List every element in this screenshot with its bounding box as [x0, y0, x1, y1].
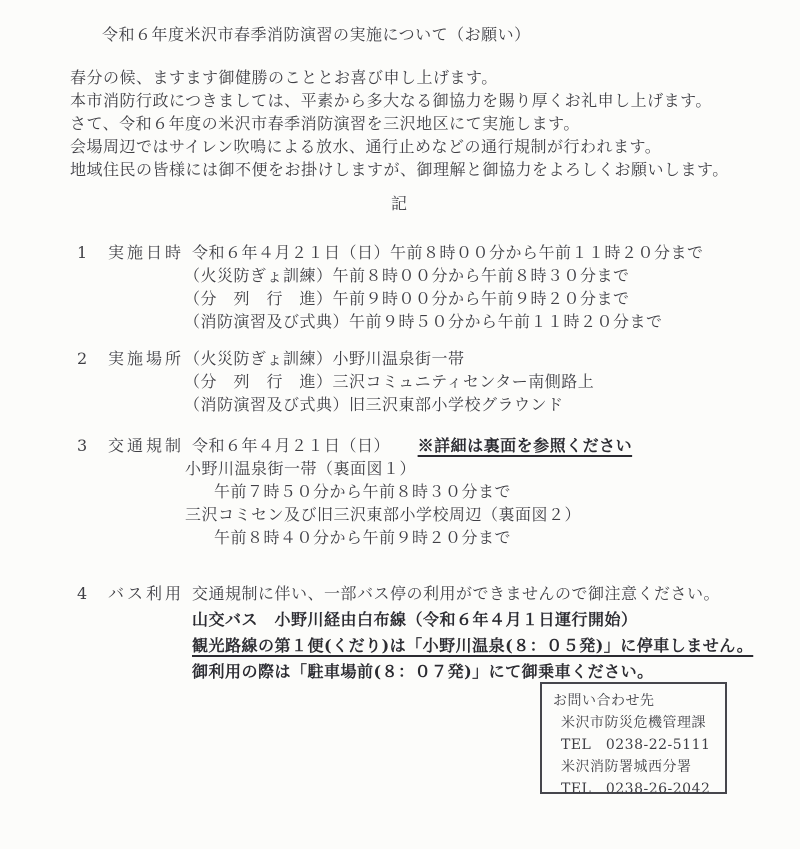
intro-line: さて、令和６年度の米沢市春季消防演習を三沢地区にて実施します。: [70, 114, 580, 133]
bus-main-line: 交通規制に伴い、一部バス停の利用ができませんので御注意ください。: [192, 584, 721, 603]
contact-phone: TEL 0238-22-5111: [561, 737, 711, 753]
contact-department: 米沢市防災危機管理課: [561, 715, 706, 731]
location-sub-line: （消防演習及び式典）旧三沢東部小学校グラウンド: [184, 395, 564, 414]
contact-heading: お問い合わせ先: [553, 693, 655, 709]
contact-department: 米沢消防署城西分署: [561, 759, 692, 775]
item-number: 4: [77, 584, 88, 603]
bus-warning-line: 観光路線の第１便(くだり)は「小野川温泉(８：０５発)」に停車しません。: [192, 636, 754, 655]
contact-phone: TEL 0238-26-2042: [561, 781, 711, 797]
traffic-area-line: 三沢コミセン及び旧三沢東部小学校周辺（裏面図２）: [185, 505, 582, 524]
schedule-sub-line: （分 列 行 進）午前９時００分から午前９時２０分まで: [184, 289, 630, 308]
item-schedule: [0, 241, 800, 333]
item-number: 3: [77, 436, 88, 455]
schedule-main-line: 令和６年４月２１日（日）午前８時００分から午前１１時２０分まで: [192, 243, 704, 262]
item-label: 実施日時: [108, 243, 185, 262]
item-label: 交通規制: [108, 436, 185, 455]
item-traffic-content: [185, 434, 800, 549]
ki-marker: 記: [390, 194, 409, 213]
traffic-note: ※詳細は裏面を参照ください: [417, 436, 633, 455]
item-location: [0, 347, 800, 416]
bus-advice-line: 御利用の際は「駐車場前(８：０７発)」にて御乗車ください。: [192, 662, 654, 681]
item-label: 実施場所: [108, 349, 185, 368]
traffic-time-line: 午前８時４０分から午前９時２０分まで: [214, 528, 512, 547]
location-sub-line: （火災防ぎょ訓練）小野川温泉街一帯: [184, 349, 465, 368]
item-bus: [0, 581, 800, 685]
schedule-sub-line: （火災防ぎょ訓練）午前８時００分から午前８時３０分まで: [184, 266, 630, 285]
item-schedule-content: [184, 241, 800, 333]
intro-paragraphs: [70, 66, 729, 181]
schedule-sub-line: （消防演習及び式典）午前９時５０分から午前１１時２０分まで: [184, 312, 663, 331]
item-number: 1: [77, 243, 88, 262]
intro-line: 本市消防行政につきましては、平素から多大なる御協力を賜り厚くお礼申し上げます。: [70, 91, 712, 110]
traffic-time-line: 午前７時５０分から午前８時３０分まで: [214, 482, 512, 501]
traffic-date: 令和６年４月２１日（日）: [192, 436, 391, 455]
traffic-date-line: [192, 434, 800, 457]
bus-line-name: 山交バス 小野川経由白布線（令和６年４月１日運行開始）: [192, 610, 638, 629]
item-number: 2: [77, 349, 88, 368]
location-sub-line: （分 列 行 進）三沢コミュニティセンター南側路上: [184, 372, 595, 391]
intro-line: 地域住民の皆様には御不便をお掛けしますが、御理解と御協力をよろしくお願いします。: [70, 160, 729, 179]
intro-line: 春分の候、ますます御健勝のこととお喜び申し上げます。: [70, 68, 498, 87]
traffic-area-line: 小野川温泉街一帯（裏面図１）: [185, 459, 417, 478]
document-title: 令和６年度米沢市春季消防演習の実施について（お願い）: [102, 25, 531, 44]
contact-box: [540, 682, 727, 797]
item-traffic: [0, 434, 800, 549]
item-location-content: [184, 347, 800, 416]
intro-line: 会場周辺ではサイレン吹鳴による放水、通行止めなどの通行規制が行われます。: [70, 137, 662, 156]
item-bus-content: [192, 581, 800, 685]
item-label: バス利用: [108, 584, 185, 603]
